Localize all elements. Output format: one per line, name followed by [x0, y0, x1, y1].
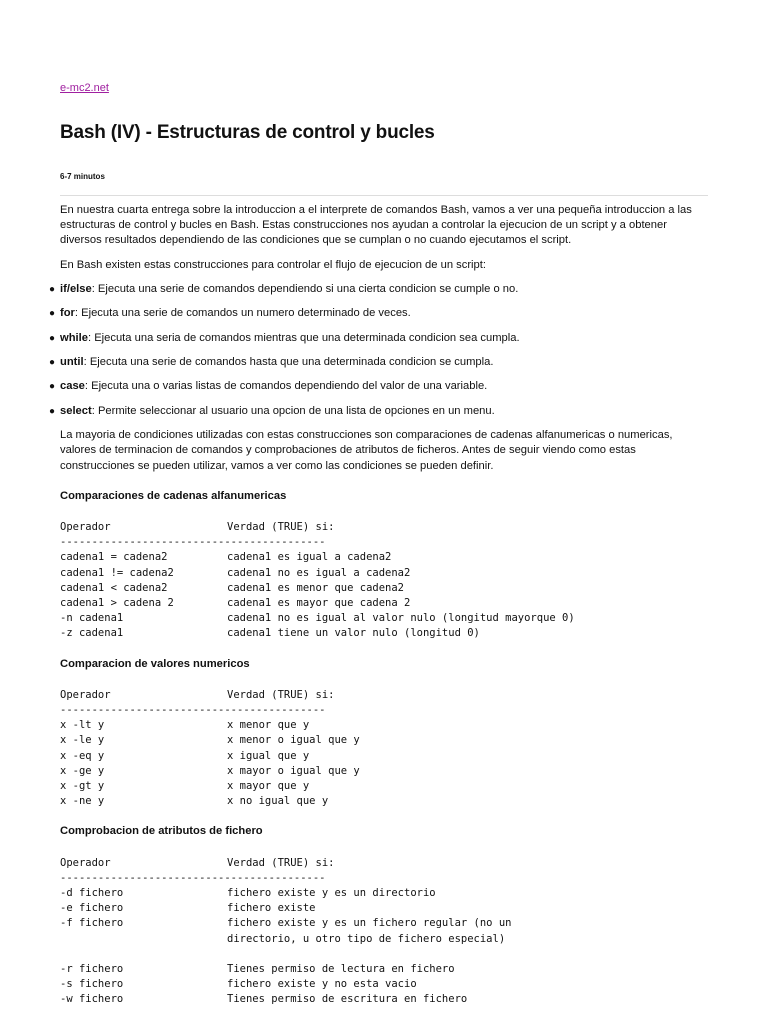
code-desc	[227, 947, 710, 962]
code-desc: fichero existe y es un directorio	[227, 887, 436, 900]
list-item	[49, 379, 710, 394]
code-op: -n cadena1	[60, 612, 124, 625]
code-row	[60, 901, 710, 916]
code-row	[60, 718, 710, 733]
code-header-row	[60, 856, 710, 871]
code-desc: Tienes permiso de lectura en fichero	[227, 963, 455, 976]
code-row	[60, 611, 710, 626]
code-op	[60, 932, 227, 947]
list-item	[49, 404, 710, 419]
code-header-desc: Verdad (TRUE) si:	[227, 688, 335, 701]
code-op: -f fichero	[60, 917, 124, 930]
code-op: x -eq y	[60, 749, 105, 762]
construct-desc: : Ejecuta una serie de comandos un numero determinado de veces.	[74, 307, 411, 320]
code-op: cadena1 < cadena2	[60, 581, 168, 594]
code-op	[60, 947, 227, 962]
list-item	[49, 282, 710, 297]
bullet-icon: ●	[49, 308, 56, 320]
reading-time: 6-7 minutos	[60, 172, 105, 181]
code-op: x -ge y	[60, 764, 105, 777]
site-link[interactable]: e-mc2.net	[60, 82, 109, 94]
code-header-op: Operador	[60, 856, 111, 869]
code-op: x -ne y	[60, 795, 105, 808]
code-op: cadena1 > cadena 2	[60, 596, 174, 609]
construct-keyword: while	[60, 331, 88, 344]
section-heading: Comparacion de valores numericos	[60, 657, 250, 670]
code-desc: x menor que y	[227, 719, 310, 732]
code-desc: fichero existe y no esta vacio	[227, 978, 417, 991]
code-table	[60, 520, 710, 642]
construct-keyword: if/else	[60, 282, 92, 295]
code-op: cadena1 = cadena2	[60, 551, 168, 564]
code-desc: x no igual que y	[227, 795, 329, 808]
code-desc: cadena1 no es igual al valor nulo (longitud mayorque 0)	[227, 612, 575, 625]
code-op: -d fichero	[60, 887, 124, 900]
code-row	[60, 932, 710, 947]
code-desc: cadena1 es mayor que cadena 2	[227, 596, 411, 609]
code-desc: x mayor o igual que y	[227, 764, 360, 777]
code-desc: fichero existe	[227, 902, 316, 915]
code-separator: ------------------------------------------	[60, 871, 326, 884]
code-row	[60, 749, 710, 764]
code-op: cadena1 != cadena2	[60, 566, 174, 579]
code-table	[60, 856, 710, 1008]
constructs-list	[49, 282, 710, 419]
code-row	[60, 886, 710, 901]
code-row	[60, 977, 710, 992]
article-body	[49, 203, 710, 1008]
code-op: x -lt y	[60, 719, 105, 732]
code-desc: directorio, u otro tipo de fichero especial)	[227, 932, 506, 945]
code-separator: ------------------------------------------	[60, 704, 326, 716]
construct-keyword: until	[60, 355, 84, 368]
summary-paragraph: La mayoria de condiciones utilizadas con estas construcciones son comparaciones de cadenas alfanumericas o numericas, valores de terminacion de comandos y comprobaciones de atributos de ficheros. Antes de seguir viendo como estas construcciones se pueden utilizar, vamos a ver como las condiciones se pueden definir.	[60, 429, 673, 472]
code-table	[60, 688, 710, 810]
code-desc: Tienes permiso de escritura en fichero	[227, 993, 468, 1006]
article-title: Bash (IV) - Estructuras de control y bucles	[60, 122, 435, 143]
code-header-row	[60, 688, 710, 703]
list-item	[49, 331, 710, 346]
code-row	[60, 962, 710, 977]
bullet-icon: ●	[49, 405, 56, 417]
code-separator: ------------------------------------------	[60, 536, 326, 549]
intro-paragraph: En Bash existen estas construcciones para controlar el flujo de ejecucion de un script:	[60, 258, 486, 271]
code-row	[60, 794, 710, 809]
code-header-op: Operador	[60, 688, 111, 701]
code-row	[60, 733, 710, 748]
construct-desc: : Permite seleccionar al usuario una opcion de una lista de opciones en un menu.	[91, 404, 495, 417]
code-desc: fichero existe y es un fichero regular (no un	[227, 917, 512, 930]
code-row	[60, 916, 710, 931]
code-op: -z cadena1	[60, 627, 124, 640]
bullet-icon: ●	[49, 356, 56, 368]
code-row-spacer	[60, 947, 710, 962]
construct-desc: : Ejecuta una serie de comandos dependiendo si una cierta condicion se cumple o no.	[91, 282, 519, 295]
bullet-icon: ●	[49, 332, 56, 344]
list-item	[49, 355, 710, 370]
code-desc: cadena1 es igual a cadena2	[227, 551, 392, 564]
construct-desc: : Ejecuta una o varias listas de comandos dependiendo del valor de una variable.	[84, 380, 488, 393]
intro-paragraph: En nuestra cuarta entrega sobre la introduccion a el interprete de comandos Bash, vamos a ver una pequeña introduccion a las estructuras de control y bucles en Bash. Estas construcciones nos ayudan a controlar la ejecucion de un script y a obtener diversos resultados dependiendo de las condiciones que se cumplan o no cuando ejecutamos el script.	[60, 204, 692, 247]
code-row	[60, 581, 710, 596]
code-row	[60, 566, 710, 581]
code-desc: cadena1 tiene un valor nulo (longitud 0)	[227, 627, 480, 640]
code-header-op: Operador	[60, 520, 111, 533]
code-op: -s fichero	[60, 978, 124, 991]
construct-keyword: case	[60, 380, 85, 393]
code-row	[60, 764, 710, 779]
code-row	[60, 626, 710, 641]
construct-keyword: select	[60, 404, 92, 417]
construct-keyword: for	[60, 307, 75, 320]
list-item	[49, 306, 710, 321]
code-desc: x menor o igual que y	[227, 734, 360, 747]
section-heading: Comprobacion de atributos de fichero	[60, 825, 263, 838]
code-desc: cadena1 es menor que cadena2	[227, 581, 405, 594]
code-op: -e fichero	[60, 902, 124, 915]
divider	[60, 195, 708, 196]
code-row	[60, 992, 710, 1007]
code-row	[60, 779, 710, 794]
code-op: -r fichero	[60, 963, 124, 976]
code-op: x -le y	[60, 734, 105, 747]
code-desc: cadena1 no es igual a cadena2	[227, 566, 411, 579]
code-row	[60, 550, 710, 565]
code-row	[60, 596, 710, 611]
code-header-desc: Verdad (TRUE) si:	[227, 856, 335, 869]
section-heading: Comparaciones de cadenas alfanumericas	[60, 489, 287, 502]
code-op: x -gt y	[60, 780, 105, 793]
code-op: -w fichero	[60, 993, 124, 1006]
construct-desc: : Ejecuta una serie de comandos hasta que una determinada condicion se cumpla.	[83, 355, 494, 368]
bullet-icon: ●	[49, 283, 56, 295]
code-desc: x mayor que y	[227, 780, 310, 793]
code-desc: x igual que y	[227, 749, 310, 762]
code-header-row	[60, 520, 710, 535]
bullet-icon: ●	[49, 381, 56, 393]
construct-desc: : Ejecuta una seria de comandos mientras que una determinada condicion sea cumpla.	[87, 331, 520, 344]
code-header-desc: Verdad (TRUE) si:	[227, 520, 335, 533]
